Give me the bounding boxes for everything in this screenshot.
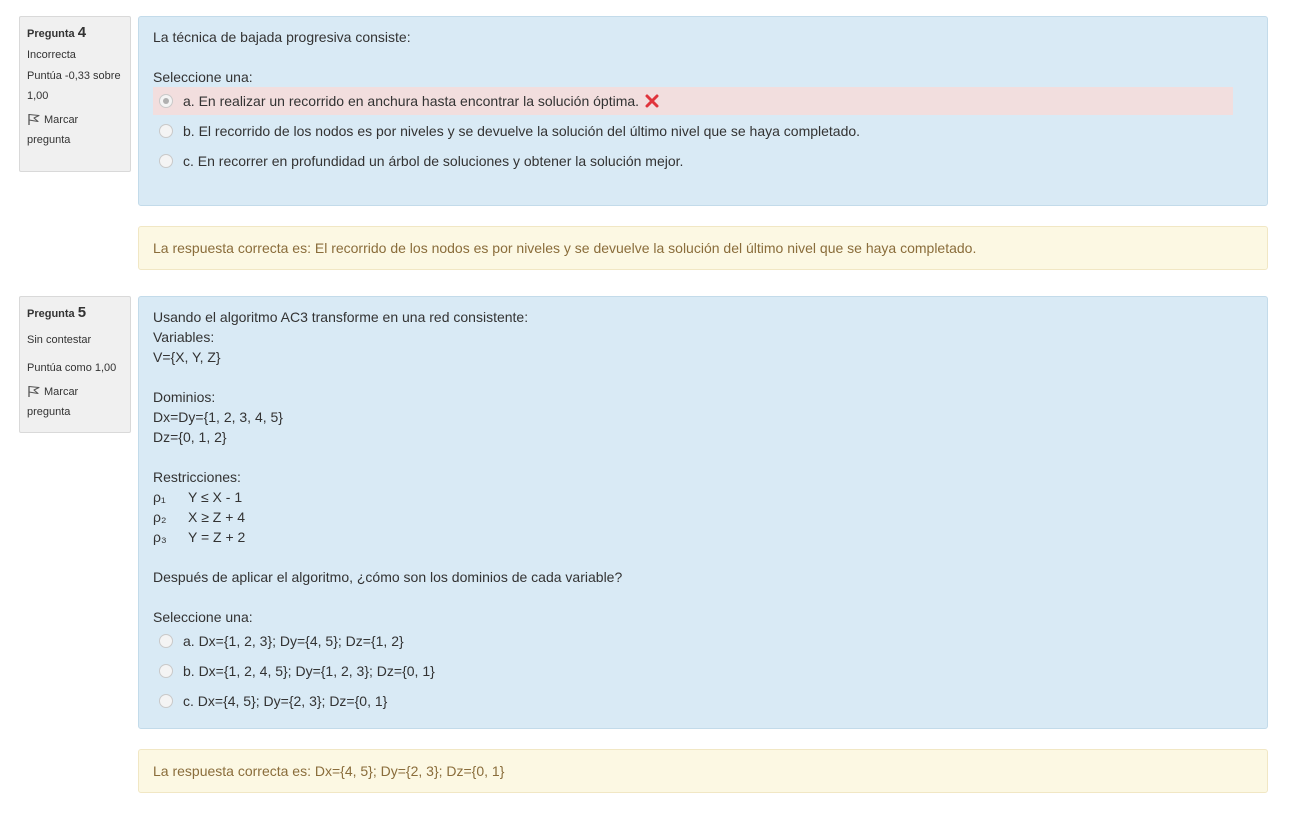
answer-option-b[interactable]	[153, 657, 1253, 685]
answer-text: c. Dx={4, 5}; Dy={2, 3}; Dz={0, 1}	[183, 693, 388, 709]
restriction-label: ρ₁	[153, 489, 166, 505]
flag-icon	[27, 385, 41, 397]
answer-option-b[interactable]	[153, 117, 1253, 145]
restriction-expr: Y ≤ X - 1	[188, 489, 243, 505]
question-number: 5	[77, 304, 87, 321]
restriction-expr: X ≥ Z + 4	[188, 509, 246, 525]
answer-option-c[interactable]	[153, 147, 1253, 175]
radio-button[interactable]	[159, 124, 173, 138]
radio-button[interactable]	[159, 94, 173, 108]
question-info-5	[19, 296, 131, 433]
question-text: La técnica de bajada progresiva consiste:	[153, 29, 411, 45]
answer-text: a. Dx={1, 2, 3}; Dy={4, 5}; Dz={1, 2}	[183, 633, 404, 649]
answer-text: c. En recorrer en profundidad un árbol de soluciones y obtener la solución mejor.	[183, 153, 684, 169]
question-number-row	[27, 23, 123, 44]
question-grade: Puntúa como 1,00	[27, 362, 117, 374]
restriction-expr: Y = Z + 2	[188, 529, 246, 545]
question-text-line: Después de aplicar el algoritmo, ¿cómo son los dominios de cada variable?	[153, 569, 623, 585]
x-mark-icon	[645, 94, 659, 108]
answer-list	[153, 627, 1253, 715]
question-number: 4	[77, 24, 87, 41]
answer-option-a[interactable]	[153, 627, 1253, 655]
question-text-line: Variables:	[153, 329, 215, 345]
flag-question-link[interactable]	[27, 110, 123, 150]
restriction-label: ρ₃	[153, 529, 167, 545]
question-state: Sin contestar	[27, 334, 92, 346]
question-grade: Puntúa -0,33 sobre 1,00	[27, 70, 121, 102]
radio-button[interactable]	[159, 694, 173, 708]
question-label: Pregunta	[27, 308, 75, 320]
question-state: Incorrecta	[27, 49, 76, 61]
question-text-line: Restricciones:	[153, 469, 241, 485]
question-text-line	[153, 367, 1253, 387]
flag-label: Marcar pregunta	[27, 114, 79, 146]
question-content-4	[138, 16, 1268, 206]
restriction-row	[153, 487, 1253, 507]
question-text-line: V={X, Y, Z}	[153, 349, 221, 365]
answer-list	[153, 87, 1253, 175]
flag-icon	[27, 113, 41, 125]
answer-option-a[interactable]	[153, 87, 1233, 115]
correct-answer-feedback-5: La respuesta correcta es: Dx={4, 5}; Dy={2, 3}; Dz={0, 1}	[138, 749, 1268, 793]
question-text-line: Usando el algoritmo AC3 transforme en una red consistente:	[153, 309, 529, 325]
radio-button[interactable]	[159, 634, 173, 648]
restriction-row	[153, 527, 1253, 547]
select-prompt: Seleccione una:	[153, 69, 253, 85]
flag-question-link[interactable]	[27, 382, 123, 422]
question-text-line: Dominios:	[153, 389, 216, 405]
radio-button[interactable]	[159, 664, 173, 678]
answer-option-c[interactable]	[153, 687, 1253, 715]
correct-answer-feedback-4: La respuesta correcta es: El recorrido de los nodos es por niveles y se devuelve la solución del último nivel que se haya completado.	[138, 226, 1268, 270]
select-prompt: Seleccione una:	[153, 609, 253, 625]
question-text-line: Dx=Dy={1, 2, 3, 4, 5}	[153, 409, 283, 425]
answer-text: b. El recorrido de los nodos es por niveles y se devuelve la solución del último nivel que se haya completado.	[183, 123, 861, 139]
question-content-5	[138, 296, 1268, 729]
answer-text: a. En realizar un recorrido en anchura hasta encontrar la solución óptima.	[183, 93, 640, 109]
restriction-label: ρ₂	[153, 509, 167, 525]
question-label: Pregunta	[27, 28, 75, 40]
question-number-row	[27, 303, 123, 324]
answer-text: b. Dx={1, 2, 4, 5}; Dy={1, 2, 3}; Dz={0, 1}	[183, 663, 435, 679]
question-text-line: Dz={0, 1, 2}	[153, 429, 227, 445]
restriction-row	[153, 507, 1253, 527]
question-text-line	[153, 447, 1253, 467]
flag-label: Marcar pregunta	[27, 386, 79, 418]
radio-button[interactable]	[159, 154, 173, 168]
question-info-4	[19, 16, 131, 172]
